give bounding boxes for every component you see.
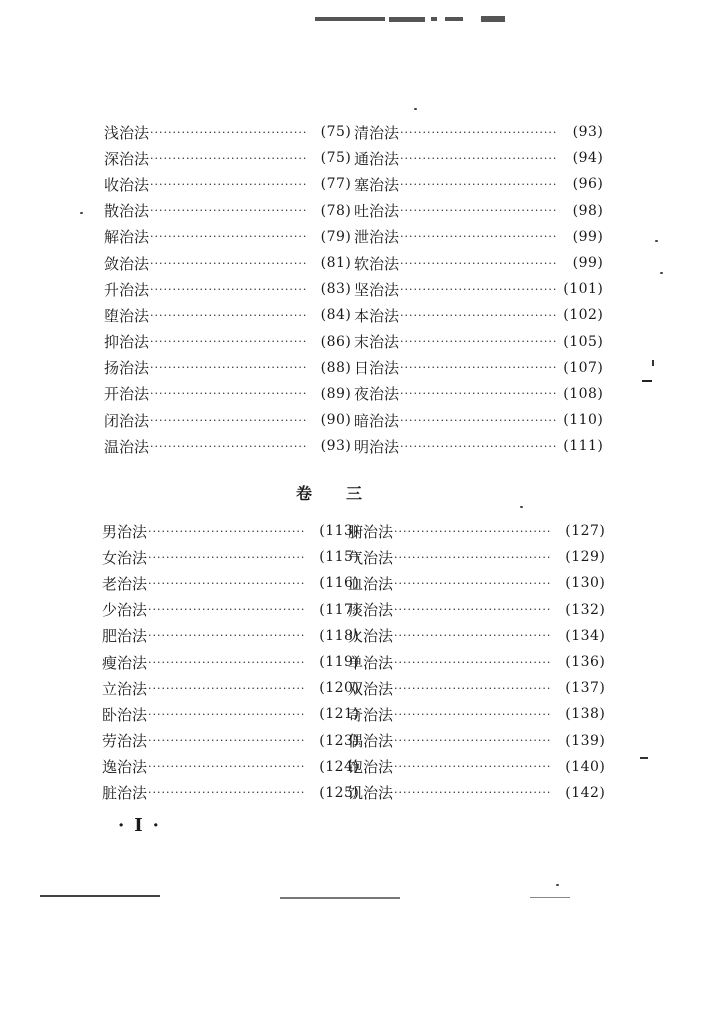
dot-leader: ··································· (148, 603, 306, 617)
entry-title: 温治法 (104, 437, 150, 456)
dot-leader: ··································· (394, 734, 552, 748)
toc-column-left (102, 518, 360, 806)
page-number: (132) (565, 601, 606, 618)
page-number: (88) (320, 359, 352, 376)
dot-leader: ··································· (400, 256, 558, 270)
page-number: (84) (320, 307, 352, 324)
entry-title: 清治法 (354, 123, 400, 142)
toc-entry (104, 250, 352, 276)
toc-entry (102, 754, 360, 780)
page-number: (139) (565, 732, 606, 749)
page-number: (75) (320, 124, 352, 141)
toc-entry (102, 597, 360, 623)
toc-entry (102, 780, 360, 806)
page-number: (111) (563, 438, 604, 455)
dot-leader: ··································· (400, 125, 558, 139)
entry-title: 瘦治法 (102, 653, 148, 672)
toc-entry (354, 171, 604, 197)
page-number: (115) (319, 549, 360, 566)
toc-entry (102, 544, 360, 570)
entry-title: 卧治法 (102, 705, 148, 724)
page-number: (105) (563, 333, 604, 350)
page-number: (110) (563, 412, 604, 429)
page-number: (83) (320, 281, 352, 298)
dot-leader: ··································· (400, 151, 558, 165)
dot-leader: ··································· (148, 550, 306, 564)
toc-entry (104, 276, 352, 302)
toc-entry (104, 224, 352, 250)
entry-title: 升治法 (104, 280, 150, 299)
page-number: (121) (319, 706, 360, 723)
toc-entry (104, 407, 352, 433)
dot-leader: ··································· (394, 524, 552, 538)
dot-leader: ··································· (394, 786, 552, 800)
entry-title: 女治法 (102, 548, 148, 567)
page-number: (113) (319, 523, 360, 540)
page-number: (98) (572, 202, 604, 219)
toc-entry (102, 701, 360, 727)
bottom-scan-line (40, 895, 160, 897)
entry-title: 通治法 (354, 149, 400, 168)
dot-leader: ··································· (148, 760, 306, 774)
page-number: (96) (572, 176, 604, 193)
dot-leader: ··································· (148, 524, 306, 538)
entry-title: 饱治法 (348, 758, 394, 777)
entry-title: 单治法 (348, 653, 394, 672)
entry-title: 泄治法 (354, 228, 400, 247)
dot-leader: ··································· (150, 361, 308, 375)
page-number: (129) (565, 549, 606, 566)
entry-title: 肥治法 (102, 627, 148, 646)
entry-title: 收治法 (104, 175, 150, 194)
dot-leader: ··································· (148, 786, 306, 800)
entry-title: 饥治法 (348, 784, 394, 803)
dot-leader: ··································· (400, 439, 558, 453)
toc-entry (102, 518, 360, 544)
page-number: (127) (565, 523, 606, 540)
dot-leader: ··································· (150, 204, 308, 218)
volume-heading: 卷三 (296, 484, 397, 503)
entry-title: 男治法 (102, 522, 148, 541)
toc-entry (104, 145, 352, 171)
page-number: (81) (320, 255, 352, 272)
entry-title: 深治法 (104, 149, 150, 168)
page-number: (107) (563, 359, 604, 376)
dot-leader: ··································· (400, 413, 558, 427)
scan-speck (414, 108, 417, 110)
dot-leader: ··································· (400, 204, 558, 218)
toc-entry (104, 329, 352, 355)
dot-leader: ··································· (148, 707, 306, 721)
entry-title: 开治法 (104, 385, 150, 404)
entry-title: 坚治法 (354, 280, 400, 299)
dot-leader: ··································· (150, 413, 308, 427)
dot-leader: ··································· (394, 760, 552, 774)
dot-leader: ··································· (150, 439, 308, 453)
page-number: (93) (320, 438, 352, 455)
page-number: (124) (319, 758, 360, 775)
entry-title: 劳治法 (102, 732, 148, 751)
toc-column-right (348, 518, 606, 806)
bottom-scan-line (280, 897, 400, 899)
entry-title: 火治法 (348, 627, 394, 646)
toc-column-left (104, 119, 352, 459)
toc-column-right (354, 119, 604, 459)
scan-speck (520, 506, 523, 508)
page-number: (75) (320, 150, 352, 167)
toc-entry (348, 623, 606, 649)
toc-entry (104, 198, 352, 224)
toc-entry (104, 355, 352, 381)
page-number: (116) (319, 575, 360, 592)
page-number: (77) (320, 176, 352, 193)
dot-leader: ··································· (148, 681, 306, 695)
scan-speck (556, 884, 559, 886)
dot-leader: ··································· (394, 655, 552, 669)
page-number: (125) (319, 784, 360, 801)
toc-entry (354, 250, 604, 276)
entry-title: 堕治法 (104, 306, 150, 325)
entry-title: 痰治法 (348, 601, 394, 620)
toc-entry (104, 119, 352, 145)
dot-leader: ··································· (150, 282, 308, 296)
entry-title: 本治法 (354, 306, 400, 325)
margin-scan-mark (652, 360, 654, 366)
page-number: (86) (320, 333, 352, 350)
top-scan-smudge (315, 14, 515, 24)
dot-leader: ··································· (400, 282, 558, 296)
scan-speck (80, 212, 83, 214)
page-number: (79) (320, 228, 352, 245)
entry-title: 立治法 (102, 679, 148, 698)
toc-entry (348, 701, 606, 727)
page-number: (101) (563, 281, 604, 298)
page-number: (130) (565, 575, 606, 592)
dot-leader: ··································· (400, 230, 558, 244)
page-number: (138) (565, 706, 606, 723)
dot-leader: ··································· (150, 256, 308, 270)
toc-entry (354, 198, 604, 224)
page-number: (120) (319, 680, 360, 697)
scan-speck (655, 240, 658, 242)
entry-title: 抑治法 (104, 333, 150, 352)
toc-entry (348, 544, 606, 570)
toc-entry (104, 171, 352, 197)
page-number: (93) (572, 124, 604, 141)
page-number: (136) (565, 654, 606, 671)
entry-title: 散治法 (104, 202, 150, 221)
toc-entry (104, 302, 352, 328)
dot-leader: ··································· (394, 576, 552, 590)
entry-title: 夜治法 (354, 385, 400, 404)
entry-title: 血治法 (348, 574, 394, 593)
dot-leader: ··································· (150, 335, 308, 349)
page-number: (90) (320, 412, 352, 429)
entry-title: 双治法 (348, 679, 394, 698)
page-number: (140) (565, 758, 606, 775)
dot-leader: ··································· (400, 361, 558, 375)
toc-entry (348, 570, 606, 596)
page-number: (94) (572, 150, 604, 167)
entry-title: 塞治法 (354, 175, 400, 194)
toc-entry (102, 623, 360, 649)
entry-title: 日治法 (354, 359, 400, 378)
toc-entry (354, 329, 604, 355)
page-folio: ·I· (118, 815, 169, 836)
toc-entry (102, 728, 360, 754)
toc-entry (104, 433, 352, 459)
entry-title: 脏治法 (102, 784, 148, 803)
toc-entry (348, 597, 606, 623)
page-number: (108) (563, 385, 604, 402)
page-number: (117) (319, 601, 360, 618)
entry-title: 少治法 (102, 601, 148, 620)
toc-entry (348, 675, 606, 701)
dot-leader: ··································· (400, 177, 558, 191)
page-number: (99) (572, 255, 604, 272)
toc-entry (104, 381, 352, 407)
entry-title: 吐治法 (354, 202, 400, 221)
dot-leader: ··································· (150, 177, 308, 191)
toc-entry (348, 518, 606, 544)
dot-leader: ··································· (394, 603, 552, 617)
margin-scan-mark (640, 757, 648, 759)
toc-entry (354, 381, 604, 407)
page-number: (118) (319, 627, 360, 644)
toc-entry (348, 754, 606, 780)
page-number: (123) (319, 732, 360, 749)
entry-title: 逸治法 (102, 758, 148, 777)
dot-leader: ··································· (394, 629, 552, 643)
page-number: (119) (319, 654, 360, 671)
entry-title: 敛治法 (104, 254, 150, 273)
toc-entry (348, 649, 606, 675)
page-number: (137) (565, 680, 606, 697)
page-number: (99) (572, 228, 604, 245)
toc-entry (354, 355, 604, 381)
page-number: (134) (565, 627, 606, 644)
entry-title: 腑治法 (348, 522, 394, 541)
entry-title: 气治法 (348, 548, 394, 567)
entry-title: 浅治法 (104, 123, 150, 142)
entry-title: 末治法 (354, 333, 400, 352)
entry-title: 暗治法 (354, 411, 400, 430)
toc-entry (102, 570, 360, 596)
entry-title: 软治法 (354, 254, 400, 273)
entry-title: 解治法 (104, 228, 150, 247)
dot-leader: ··································· (150, 151, 308, 165)
toc-entry (354, 407, 604, 433)
dot-leader: ··································· (394, 681, 552, 695)
dot-leader: ··································· (394, 707, 552, 721)
dot-leader: ··································· (150, 125, 308, 139)
dot-leader: ··································· (148, 629, 306, 643)
entry-title: 扬治法 (104, 359, 150, 378)
dot-leader: ··································· (400, 335, 558, 349)
entry-title: 闭治法 (104, 411, 150, 430)
dot-leader: ··································· (400, 387, 558, 401)
entry-title: 奇治法 (348, 705, 394, 724)
toc-entry (354, 433, 604, 459)
dot-leader: ··································· (400, 308, 558, 322)
toc-entry (354, 276, 604, 302)
dot-leader: ··································· (150, 308, 308, 322)
entry-title: 偶治法 (348, 732, 394, 751)
dot-leader: ··································· (150, 387, 308, 401)
toc-entry (102, 649, 360, 675)
entry-title: 老治法 (102, 574, 148, 593)
toc-entry (354, 145, 604, 171)
toc-entry (354, 119, 604, 145)
page-number: (142) (565, 784, 606, 801)
scan-speck (660, 272, 663, 274)
toc-entry (354, 302, 604, 328)
dot-leader: ··································· (148, 734, 306, 748)
page-number: (89) (320, 385, 352, 402)
toc-entry (348, 780, 606, 806)
dot-leader: ··································· (150, 230, 308, 244)
page-number: (78) (320, 202, 352, 219)
toc-entry (354, 224, 604, 250)
dot-leader: ··································· (394, 550, 552, 564)
toc-entry (348, 728, 606, 754)
page-number: (102) (563, 307, 604, 324)
bottom-scan-line (530, 897, 570, 898)
dot-leader: ··································· (148, 576, 306, 590)
toc-entry (102, 675, 360, 701)
dot-leader: ··································· (148, 655, 306, 669)
margin-scan-mark (642, 380, 652, 382)
entry-title: 明治法 (354, 437, 400, 456)
